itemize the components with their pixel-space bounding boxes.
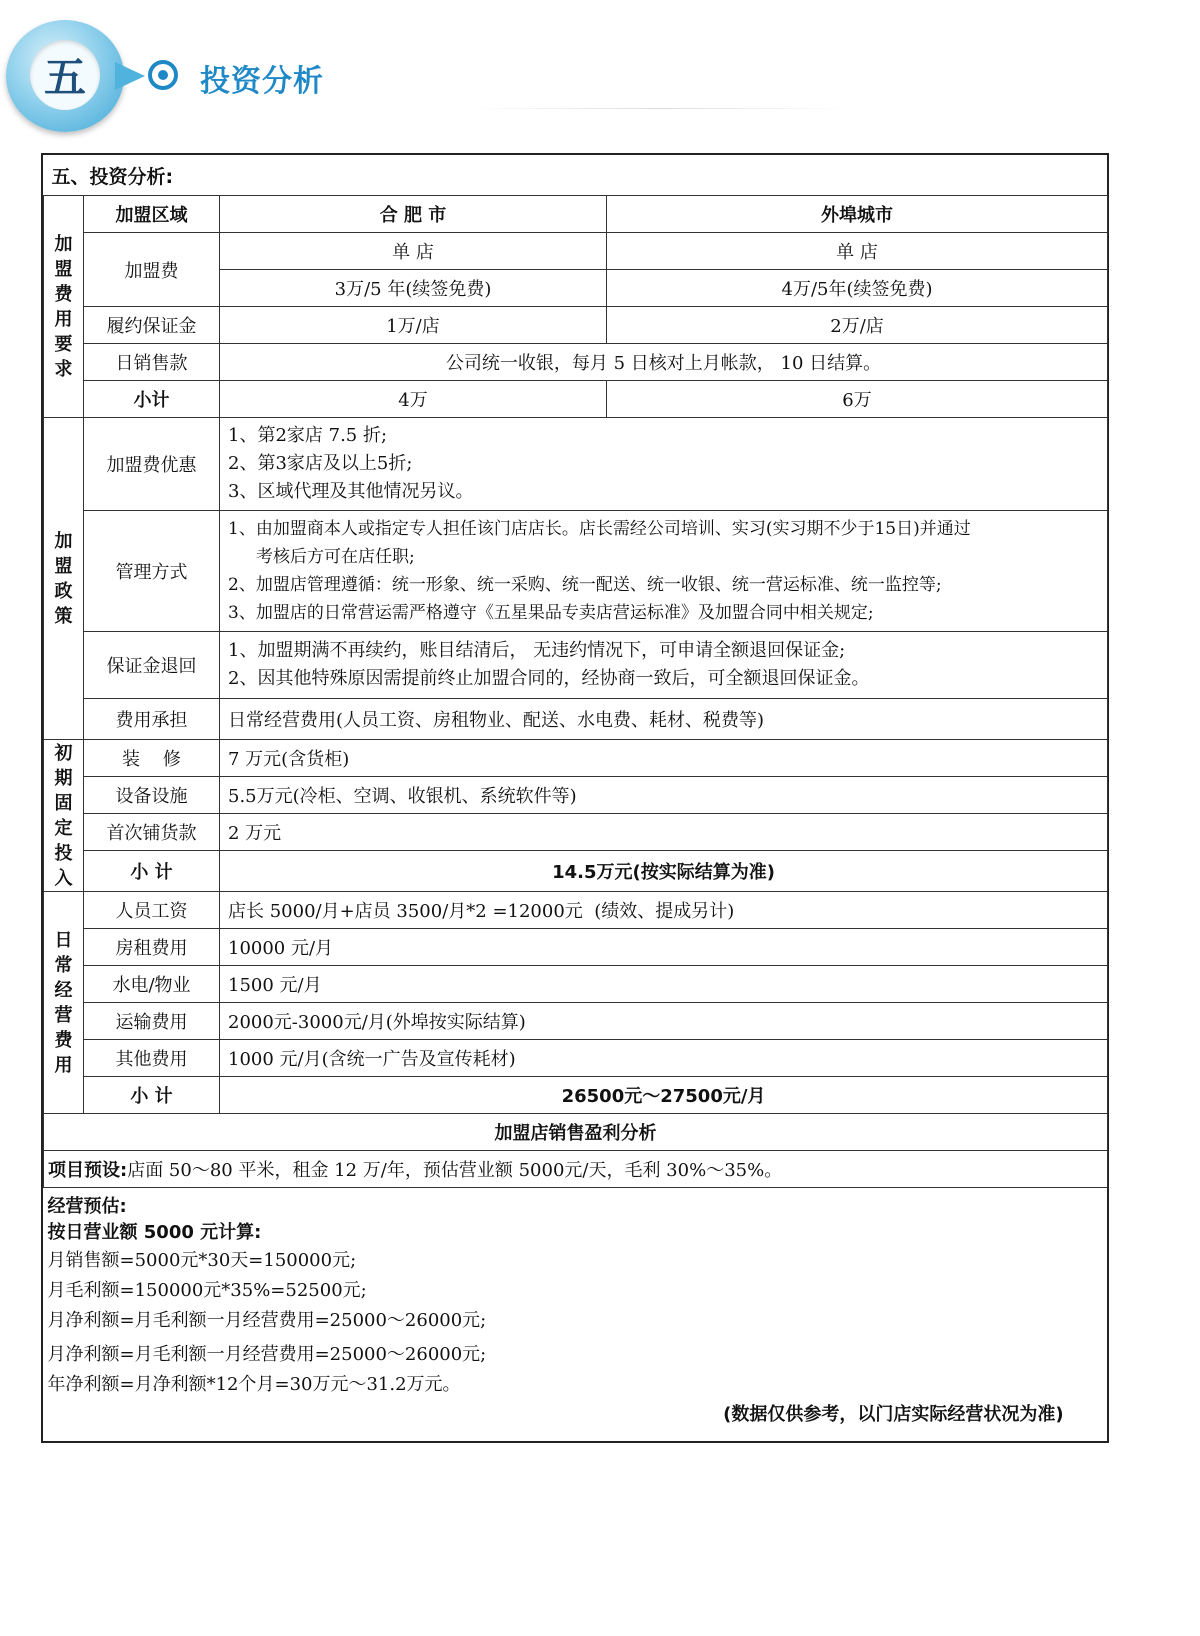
city-hefei: 合 肥 市 — [220, 196, 607, 233]
daily-label: 运输费用 — [84, 1003, 220, 1040]
join-fee-amount-hefei: 3万/5 年(续签免费) — [220, 270, 607, 307]
management-line: 3、加盟店的日常营运需严格遵守《五星果品专卖店营运标准》及加盟合同中相关规定; — [228, 603, 874, 623]
join-fee-label: 加盟费 — [84, 233, 220, 307]
daily-row — [44, 1003, 1108, 1040]
management-line: 2、加盟店管理遵循：统一形象、统一采购、统一配送、统一收银、统一营运标准、统一监控等; — [228, 575, 942, 595]
initial-category-char: 定 — [54, 817, 73, 839]
daily-label: 房租费用 — [84, 929, 220, 966]
fee-subtotal-other: 6万 — [607, 381, 1108, 418]
estimate-line: 月毛利额=150000元*35%=52500元; — [47, 1280, 367, 1301]
daily-value: 1500 元/月 — [220, 966, 1108, 1003]
daily-label: 其他费用 — [84, 1040, 220, 1077]
daily-category-char: 用 — [54, 1054, 73, 1076]
initial-category — [44, 740, 84, 892]
policy-category-char: 政 — [54, 580, 73, 602]
region-label: 加盟区域 — [84, 196, 220, 233]
discount-label: 加盟费优惠 — [84, 418, 220, 511]
fee-subtotal-label: 小计 — [84, 381, 220, 418]
policy-category — [44, 418, 84, 740]
disclaimer-note: (数据仅供参考，以门店实际经营状况为准) — [723, 1404, 1064, 1425]
join-fee-type-other: 单 店 — [607, 233, 1108, 270]
refund-line: 2、因其他特殊原因需提前终止加盟合同的，经协商一致后，可全额退回保证金。 — [228, 668, 870, 689]
daily-category-char: 费 — [54, 1029, 73, 1051]
initial-subtotal-row — [44, 851, 1108, 892]
daily-value: 2000元-3000元/月(外埠按实际结算) — [220, 1003, 1108, 1040]
fee-category — [44, 196, 84, 418]
initial-row — [44, 814, 1108, 851]
section-number: 五 — [30, 40, 100, 110]
deposit-label: 履约保证金 — [84, 307, 220, 344]
doc-title: 五、投资分析: — [44, 155, 1108, 196]
refund-row — [44, 632, 1108, 699]
initial-value: 2 万元 — [220, 814, 1108, 851]
fee-category-char: 求 — [54, 358, 73, 380]
header-divider — [470, 108, 850, 109]
expense-row — [44, 699, 1108, 740]
preset-value: 店面 50～80 平米，租金 12 万/年，预估营业额 5000元/天，毛利 30%～35%。 — [127, 1160, 783, 1181]
discount-row — [44, 418, 1108, 511]
estimate-block — [44, 1188, 1108, 1437]
fee-category-char: 用 — [54, 308, 73, 330]
preset-cell — [44, 1151, 1108, 1188]
estimate-line: 月净利额=月毛利额一月经营费用=25000～26000元; — [47, 1344, 487, 1365]
expense-value: 日常经营费用(人员工资、房租物业、配送、水电费、耗材、税费等) — [220, 699, 1108, 740]
daily-category-char: 经 — [54, 979, 73, 1001]
daily-category-char: 常 — [54, 954, 73, 976]
fee-category-char: 要 — [54, 333, 73, 355]
initial-category-char: 入 — [54, 867, 73, 889]
profit-heading: 加盟店销售盈利分析 — [44, 1114, 1108, 1151]
daily-label: 人员工资 — [84, 892, 220, 929]
join-fee-amount-other: 4万/5年(续签免费) — [607, 270, 1108, 307]
management-line: 1、由加盟商本人或指定专人担任该门店店长。店长需经公司培训、实习(实习期不少于15日)并通过 — [228, 519, 971, 539]
profit-heading-row — [44, 1114, 1108, 1151]
discount-value — [220, 418, 1108, 511]
fee-subtotal-row — [44, 381, 1108, 418]
expense-label: 费用承担 — [84, 699, 220, 740]
initial-row — [44, 777, 1108, 814]
daily-category-char: 营 — [54, 1004, 73, 1026]
management-row — [44, 511, 1108, 632]
discount-line: 2、第3家店及以上5折; — [228, 453, 413, 474]
initial-subtotal-value: 14.5万元(按实际结算为准) — [220, 851, 1108, 892]
initial-category-char: 固 — [54, 792, 73, 814]
management-value — [220, 511, 1108, 632]
deposit-other: 2万/店 — [607, 307, 1108, 344]
initial-label: 首次铺货款 — [84, 814, 220, 851]
refund-value — [220, 632, 1108, 699]
refund-label: 保证金退回 — [84, 632, 220, 699]
daily-category-char: 日 — [54, 929, 73, 951]
daily-row — [44, 1040, 1108, 1077]
initial-category-char: 初 — [54, 742, 73, 764]
policy-category-char: 盟 — [54, 555, 73, 577]
fee-category-char: 加 — [54, 233, 73, 255]
deposit-row — [44, 307, 1108, 344]
initial-row — [44, 740, 1108, 777]
target-icon — [148, 60, 178, 90]
discount-line: 1、第2家店 7.5 折; — [228, 425, 388, 446]
daily-row — [44, 929, 1108, 966]
daily-label: 水电/物业 — [84, 966, 220, 1003]
estimate-line: 年净利额=月净利额*12个月=30万元～31.2万元。 — [47, 1374, 461, 1395]
estimate-line: 月销售额=5000元*30天=150000元; — [47, 1250, 357, 1271]
daily-value: 10000 元/月 — [220, 929, 1108, 966]
doc-title-row — [44, 155, 1108, 196]
fee-category-char: 费 — [54, 283, 73, 305]
daily-row — [44, 892, 1108, 929]
deposit-hefei: 1万/店 — [220, 307, 607, 344]
city-other: 外埠城市 — [607, 196, 1108, 233]
preset-label: 项目预设: — [48, 1160, 128, 1181]
daily-subtotal-value: 26500元～27500元/月 — [220, 1077, 1108, 1114]
policy-category-char: 策 — [54, 605, 73, 627]
daily-subtotal-label: 小 计 — [84, 1077, 220, 1114]
daily-sales-row — [44, 344, 1108, 381]
initial-label: 设备设施 — [84, 777, 220, 814]
join-fee-row — [44, 233, 1108, 270]
investment-table — [43, 155, 1108, 1436]
page-header — [0, 0, 1200, 150]
initial-category-char: 期 — [54, 767, 73, 789]
fee-category-char: 盟 — [54, 258, 73, 280]
initial-label: 装 修 — [84, 740, 220, 777]
join-fee-type-hefei: 单 店 — [220, 233, 607, 270]
estimate-basis: 按日营业额 5000 元计算: — [47, 1222, 262, 1243]
daily-category — [44, 892, 84, 1114]
management-label: 管理方式 — [84, 511, 220, 632]
daily-row — [44, 966, 1108, 1003]
refund-line: 1、加盟期满不再续约，账目结清后， 无违约情况下，可申请全额退回保证金; — [228, 640, 846, 661]
daily-subtotal-row — [44, 1077, 1108, 1114]
initial-subtotal-label: 小 计 — [84, 851, 220, 892]
daily-value: 1000 元/月(含统一广告及宣传耗材) — [220, 1040, 1108, 1077]
estimate-line: 月净利额=月毛利额一月经营费用=25000～26000元; — [47, 1310, 487, 1331]
management-line: 考核后方可在店任职; — [256, 547, 415, 567]
daily-sales-value: 公司统一收银，每月 5 日核对上月帐款， 10 日结算。 — [220, 344, 1108, 381]
fee-subtotal-hefei: 4万 — [220, 381, 607, 418]
estimate-label: 经营预估: — [47, 1196, 127, 1217]
estimate-row — [44, 1188, 1108, 1437]
fee-head-row — [44, 196, 1108, 233]
badge-arrow-icon — [115, 62, 145, 90]
initial-category-char: 投 — [54, 842, 73, 864]
discount-line: 3、区域代理及其他情况另议。 — [228, 481, 474, 502]
preset-row — [44, 1151, 1108, 1188]
daily-value: 店长 5000/月+店员 3500/月*2 =12000元 (绩效、提成另计) — [220, 892, 1108, 929]
initial-value: 5.5万元(冷柜、空调、收银机、系统软件等) — [220, 777, 1108, 814]
initial-value: 7 万元(含货柜) — [220, 740, 1108, 777]
policy-category-char: 加 — [54, 530, 73, 552]
daily-sales-label: 日销售款 — [84, 344, 220, 381]
investment-document — [41, 153, 1109, 1443]
header-title: 投资分析 — [200, 64, 324, 99]
section-badge — [6, 20, 124, 132]
